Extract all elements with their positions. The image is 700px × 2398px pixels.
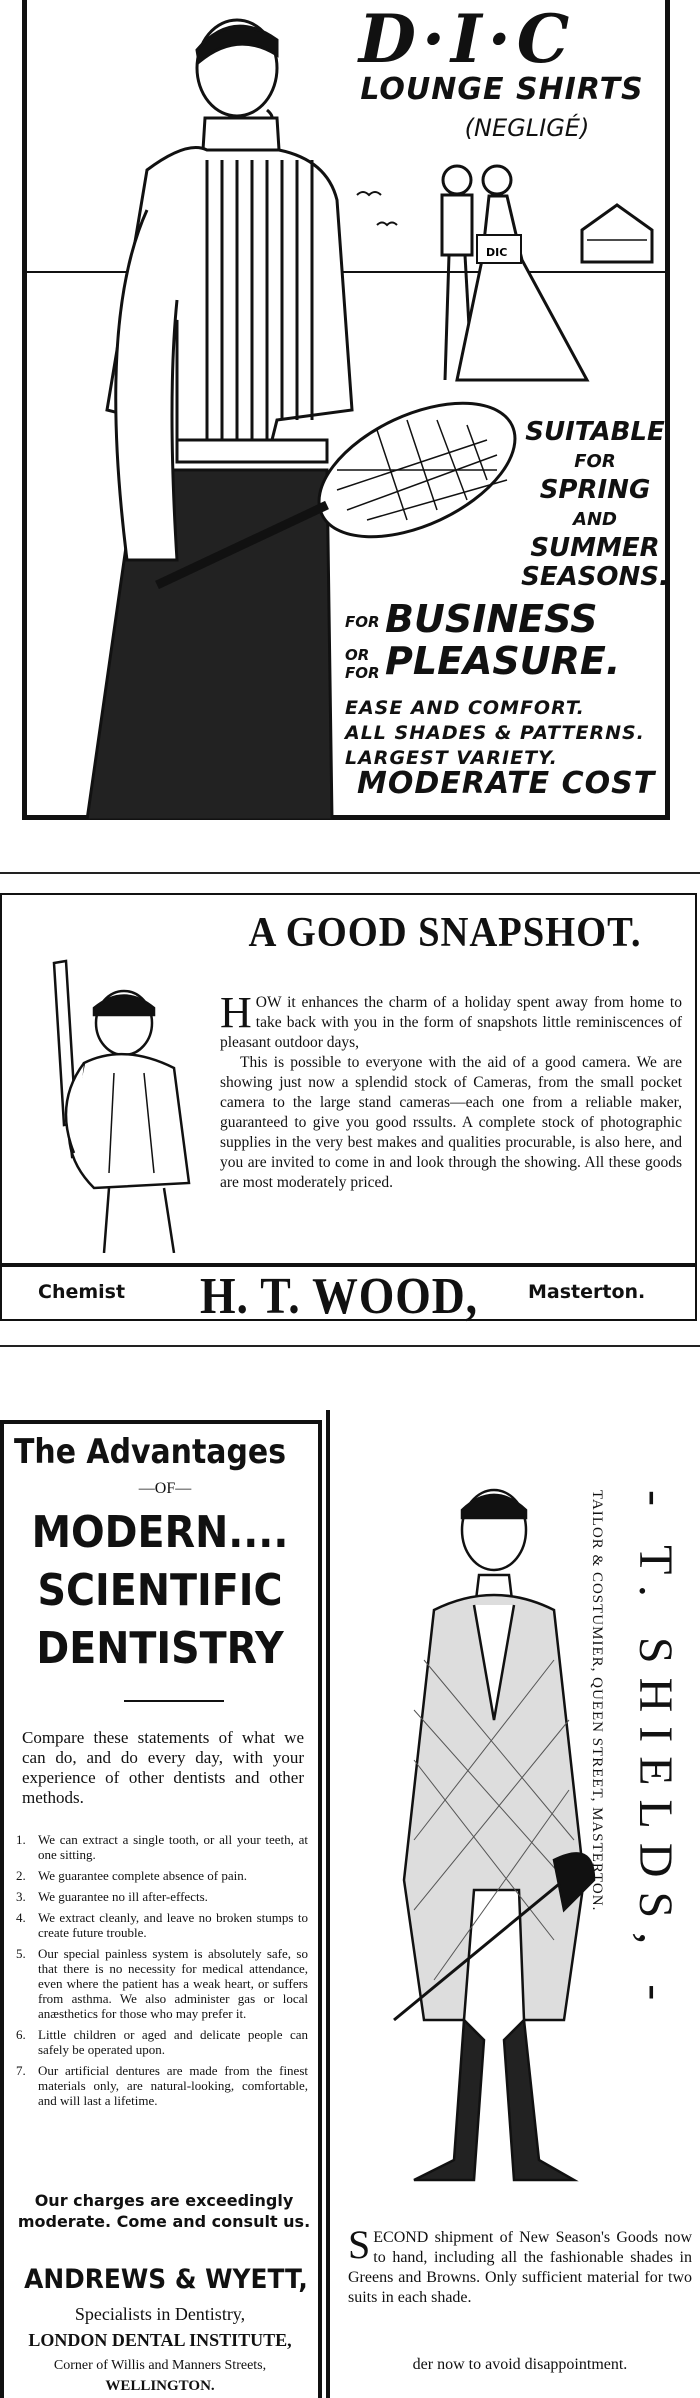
shields-notice-text: ECOND shipment of New Season's Goods now to hand, including all the fashionable shades in Greens and Browns. Only sufficient material for two suits in each shade.: [348, 2229, 692, 2306]
dentist-charges: Our charges are exceedingly moderate. Come and consult us.: [17, 2191, 311, 2231]
masterton-label: Masterton.: [528, 1281, 646, 1303]
feature-line: EASE AND COMFORT.: [345, 697, 585, 719]
dentist-big-title: [16, 1504, 304, 1678]
item-number: 2.: [16, 1868, 26, 1883]
item-text: Our artificial dentures are made from the finest materials only, are natural-looking, comfortable, and will last a lifetime.: [38, 2063, 308, 2108]
item-text: Our special painless system is absolutely safe, so that there is no necessity for medical attendance, even where the patient has a weak heart, or suffers from asthma. We also administer gas or local anæsthetics for those who may prefer it.: [38, 1946, 308, 2021]
item-number: 7.: [16, 2063, 26, 2078]
wood-paragraph-1: OW it enhances the charm of a holiday spent away from home to take back with you in the form of snapshots little reminiscences of pleasant outdoor days,: [220, 994, 682, 1051]
item-text: We can extract a single tooth, or all your teeth, at one sitting.: [38, 1832, 308, 1862]
shields-advertisement: [334, 1410, 700, 2398]
suitable-line: SUMMER: [530, 533, 660, 563]
wood-advertisement: [0, 893, 700, 1325]
dic-features: [345, 696, 675, 771]
item-number: 4.: [16, 1910, 26, 1925]
dentist-firm: ANDREWS & WYETT,: [24, 2264, 308, 2295]
dic-cost: MODERATE COST: [357, 766, 656, 801]
list-item: [16, 2027, 308, 2057]
column-divider: [0, 1345, 700, 1347]
item-text: Little children or aged and delicate people can safely be operated upon.: [38, 2027, 308, 2057]
item-text: We guarantee complete absence of pain.: [38, 1868, 248, 1883]
dentist-specialists: Specialists in Dentistry,: [74, 2304, 246, 2324]
dic-neglige: (NEGLIGÉ): [464, 114, 590, 142]
list-item: [16, 2063, 308, 2108]
feature-line: ALL SHADES & PATTERNS.: [345, 722, 645, 744]
list-item: [16, 1889, 308, 1904]
feature-line: LARGEST VARIETY.: [345, 747, 558, 769]
item-text: We guarantee no ill after-effects.: [38, 1889, 208, 1904]
dic-business-block: [345, 598, 675, 682]
shields-name: - T. SHIELDS, -: [629, 1490, 682, 2015]
pleasure-word: PLEASURE.: [385, 639, 621, 683]
wood-headline: A GOOD SNAPSHOT.: [248, 910, 642, 956]
suitable-line: AND: [573, 509, 617, 530]
dentist-of: —OF—: [138, 1480, 192, 1497]
list-item: [16, 1946, 308, 2021]
wood-body: [220, 988, 682, 1193]
item-number: 3.: [16, 1889, 26, 1904]
shields-notice: [348, 2222, 692, 2308]
big-title-line: MODERN....: [31, 1507, 289, 1558]
shields-order: der now to avoid disappointment.: [412, 2356, 628, 2373]
wood-name: H. T. WOOD,: [200, 1268, 478, 1325]
dentist-advertisement: [0, 1410, 330, 2398]
list-item: [16, 1832, 308, 1862]
dentist-intro: Compare these statements of what we can do, and do every day, with your experience of other dentists and other methods.: [22, 1728, 304, 1807]
suitable-line: SEASONS.: [521, 562, 669, 592]
item-text: We extract cleanly, and leave no broken stumps to create future trouble.: [38, 1910, 308, 1940]
big-title-line: SCIENTIFIC: [37, 1565, 283, 1616]
divider: [124, 1700, 224, 1702]
dentist-list: [16, 1832, 308, 2114]
suitable-line: FOR: [574, 451, 616, 472]
gentleman-illustration: [354, 1460, 614, 2200]
dentist-institute: LONDON DENTAL INSTITUTE,: [28, 2330, 292, 2350]
suitable-line: SPRING: [539, 475, 651, 505]
business-word: BUSINESS: [385, 597, 598, 641]
big-title-line: DENTISTRY: [36, 1623, 284, 1674]
column-divider: [0, 872, 700, 874]
list-item: [16, 1910, 308, 1940]
dic-suitable-block: [495, 418, 695, 592]
dentist-heading: The Advantages: [14, 1432, 287, 1472]
dentist-city: WELLINGTON.: [105, 2378, 215, 2394]
shields-trade: TAILOR & COSTUMIER, QUEEN STREET, MASTERTON.: [589, 1490, 605, 1912]
suitable-line: SUITABLE: [525, 417, 665, 447]
list-item: [16, 1868, 308, 1883]
dentist-address: Corner of Willis and Manners Streets,: [53, 2358, 267, 2373]
wood-paragraph-2: This is possible to everyone with the aid of a good camera. We are showing just now a splendid stock of Cameras, from the small pocket camera to the large stand cameras—each one from a reliable maker, guaranteed to give you good rssults. A complete stock of photographic supplies in the very best makes and qualities procurable, is also here, and you are invited to come in and look through the showing. All these goods are most moderately priced.: [220, 1054, 682, 1191]
cricketer-illustration: [14, 953, 204, 1253]
or-label: OR: [345, 645, 370, 664]
for-label: FOR: [345, 612, 380, 631]
drop-cap: S: [348, 2222, 371, 2267]
item-number: 5.: [16, 1946, 26, 1961]
for-label: FOR: [345, 663, 380, 682]
dic-box-label: DIC: [486, 246, 508, 259]
dic-title: D·I·C: [358, 0, 576, 78]
dic-subtitle: LOUNGE SHIRTS: [360, 72, 644, 107]
item-number: 6.: [16, 2027, 26, 2042]
item-number: 1.: [16, 1832, 26, 1847]
shields-vertical-title: [589, 1490, 688, 2050]
dic-advertisement: [22, 0, 670, 820]
drop-cap: H: [220, 988, 252, 1037]
chemist-label: Chemist: [38, 1281, 126, 1303]
